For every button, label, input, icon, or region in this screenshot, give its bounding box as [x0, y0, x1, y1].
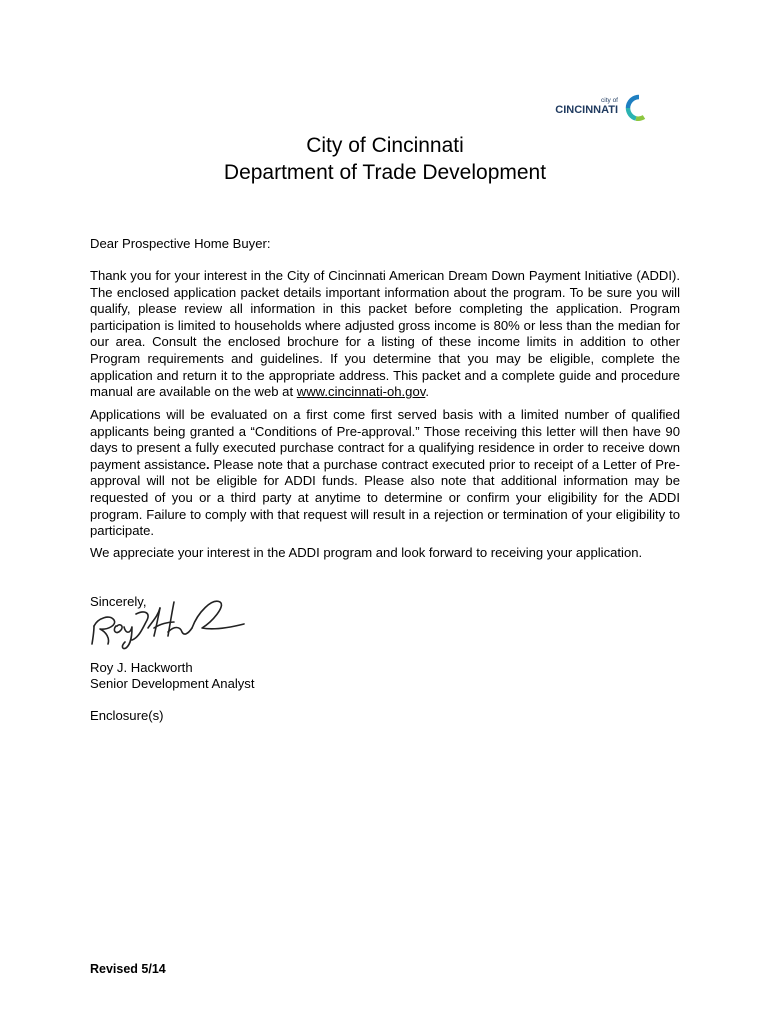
paragraph-evaluation	[90, 407, 680, 540]
link-suffix: .	[425, 384, 429, 400]
city-of-cincinnati-logo	[550, 92, 650, 124]
page-subtitle: Department of Trade Development	[223, 161, 547, 184]
salutation: Dear Prospective Home Buyer:	[90, 236, 271, 251]
signatory-title: Senior Development Analyst	[90, 676, 255, 691]
paragraph-closing: We appreciate your interest in the ADDI program and look forward to receiving your application.	[90, 545, 643, 560]
revision-note: Revised 5/14	[90, 962, 166, 976]
paragraph-intro-text: Thank you for your interest in the City of Cincinnati American Dream Down Payment Initiative (ADDI). The enclosed application packet details important information about the program. To be sure you will qualify, please review all information in this packet before completing the application. Program participation is limited to households where adjusted gross income is 80% or less than the median for our area. Consult the enclosed brochure for a listing of these income limits in addition to other Program requirements and guidelines. If you determine that you may be eligible, complete the application and return it to the appropriate address. This packet and a complete guide and procedure manual are available on the web at	[90, 268, 680, 400]
paragraph-evaluation-part1: Applications will be evaluated on a first come first served basis with a limited number of qualified applicants being granted a “Conditions of Pre-approval.” Those receiving this letter will then have 90 days to present a fully executed purchase contract for a qualifying residence in order to receive down payment assistance	[90, 407, 680, 472]
bold-period: .	[205, 456, 210, 472]
logo-small-text: city of	[601, 97, 618, 104]
enclosure-note: Enclosure(s)	[90, 708, 164, 723]
paragraph-intro	[90, 268, 680, 401]
signatory-name: Roy J. Hackworth	[90, 660, 193, 675]
sincerely: Sincerely,	[90, 594, 147, 609]
c-arc-icon	[628, 97, 644, 119]
website-link[interactable]: www.cincinnati-oh.gov	[296, 384, 426, 400]
page-title: City of Cincinnati	[306, 134, 464, 157]
paragraph-evaluation-part2: Please note that a purchase contract executed prior to receipt of a Letter of Pre-approval will not be eligible for ADDI funds. Please also note that additional information may be requested of you or a third party at anytime to determine or confirm your eligibility for the ADDI program. Failure to comply with that request will result in a rejection or termination of your eligibility to participate.	[90, 456, 680, 539]
logo-name-text: CINCINNATI	[555, 104, 618, 116]
handwritten-signature	[88, 592, 248, 652]
